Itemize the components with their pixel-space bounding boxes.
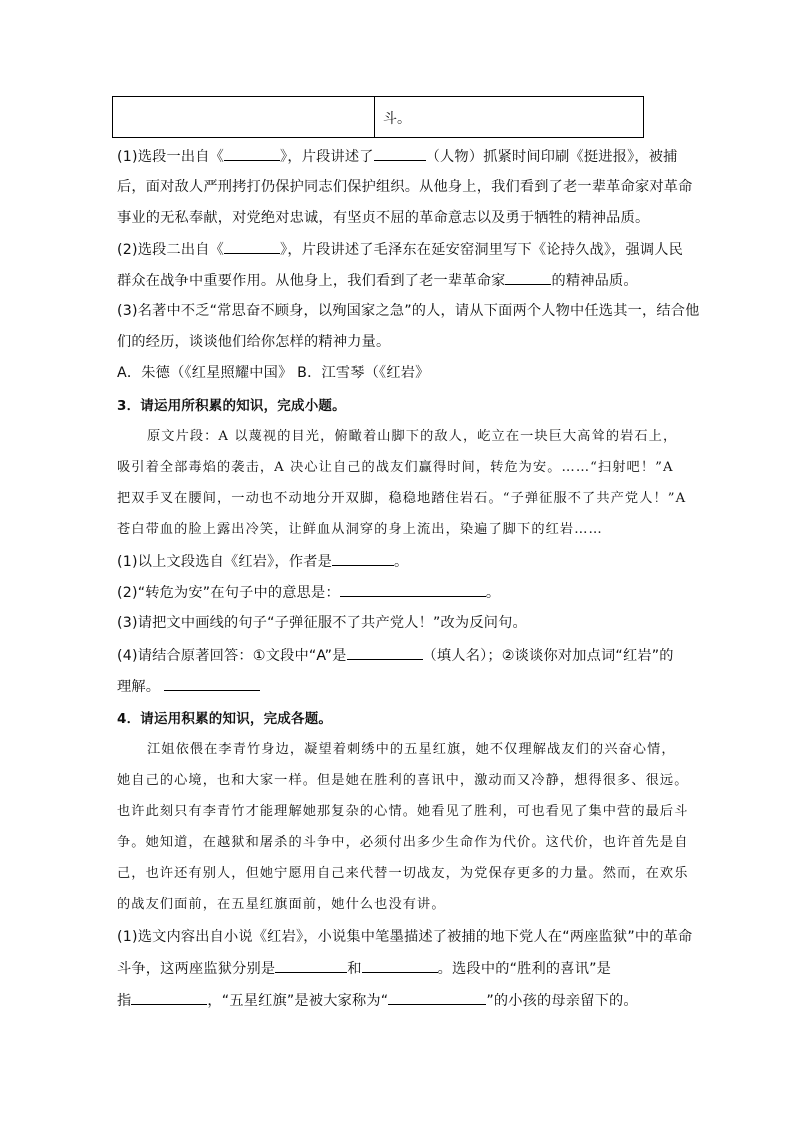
answer-blank[interactable] — [164, 676, 260, 691]
answer-blank[interactable] — [505, 270, 551, 285]
q2-sub3-line2: 们的经历，谈谈他们给你怎样的精神力量。 — [117, 334, 391, 350]
q4-heading: 4．请运用积累的知识，完成各题。 — [117, 711, 333, 727]
q3-original-line4: 苍白带血的脸上露出冷笑，让鲜血从洞穿的身上流出，染遍了脚下的红岩…… — [117, 522, 603, 537]
q3-sub1: (1)以上文段选自《红岩》，作者是 。 — [117, 551, 677, 572]
answer-blank[interactable] — [224, 146, 280, 161]
q3-sub4-line1: (4)请结合原著回答：①文段中“A”是 （填人名）；②谈谈你对加点词“红岩”的 — [117, 645, 677, 666]
q2-sub2-line1: (2)选段二出自《 》，片段讲述了毛泽东在延安窑洞里写下《论持久战》，强调人民 — [117, 239, 677, 260]
q3-heading: 3．请运用所积累的知识，完成小题。 — [117, 398, 346, 414]
q3-original-line2: 吸引着全部毒焰的袭击，A 决心让自己的战友们赢得时间，转危为安。……“扫射吧！”A — [117, 460, 674, 475]
q4-passage-line3: 也许此刻只有李青竹才能理解她那复杂的心情。她看见了胜利，可也看见了集中营的最后斗 — [117, 804, 689, 819]
q4-sub1-line2: 斗争，这两座监狱分别是 和 。选段中的“胜利的喜讯”是 — [117, 958, 677, 979]
table-cell-left — [113, 97, 375, 137]
q4-sub1-line3: 指 ，“五星红旗”是被大家称为“ ”的小孩的母亲留下的。 — [117, 990, 677, 1011]
q4-passage-line1: 江姐依偎在李青竹身边，凝望着刺绣中的五星红旗，她不仅理解战友们的兴奋心情， — [147, 742, 676, 757]
q3-sub3: (3)请把文中画线的句子“子弹征服不了共产党人！”改为反问句。 — [117, 615, 527, 631]
answer-blank[interactable] — [131, 990, 207, 1005]
answer-blank[interactable] — [374, 146, 426, 161]
q2-sub1-line1: (1)选段一出自《 》，片段讲述了 （人物）抓紧时间印刷《挺进报》，被捕 — [117, 146, 677, 167]
answer-blank[interactable] — [224, 239, 280, 254]
q2-sub1-line2: 后，面对敌人严刑拷打仍保护同志们保护组织。从他身上，我们看到了老一辈革命家对革命 — [117, 179, 693, 195]
q4-passage-line4: 争。她知道，在越狱和屠杀的斗争中，必须付出多少生命作为代价。这代价，也许首先是自 — [117, 835, 689, 850]
answer-blank[interactable] — [362, 958, 438, 973]
q3-original-line1: 原文片段：A 以蔑视的目光，俯瞰着山脚下的敌人，屹立在一块巨大高耸的岩石上， — [147, 429, 678, 444]
q3-sub2: (2)“转危为安”在句子中的意思是： 。 — [117, 582, 677, 603]
answer-blank[interactable] — [332, 551, 394, 566]
table-cell-right: 斗。 — [383, 111, 411, 127]
answer-blank[interactable] — [340, 582, 486, 597]
q2-options: A．朱德（《红星照耀中国》 B．江雪琴（《红岩》 — [117, 365, 430, 381]
answer-table-fragment — [112, 96, 644, 138]
q3-sub4-line2: 理解。 — [117, 676, 677, 697]
q4-passage-line2: 她自己的心境，也和大家一样。但是她在胜利的喜讯中，激动而又冷静，想得很多、很远。 — [117, 773, 689, 788]
answer-blank[interactable] — [388, 990, 486, 1005]
q4-sub1-line1: (1)选文内容出自小说《红岩》，小说集中笔墨描述了被捕的地下党人在“两座监狱”中的革命 — [117, 929, 693, 945]
q3-original-line3: 把双手叉在腰间，一动也不动地分开双脚，稳稳地踏住岩石。“子弹征服不了共产党人！”A — [117, 491, 687, 506]
q2-sub2-line2: 群众在战争中重要作用。从他身上，我们看到了老一辈革命家 的精神品质。 — [117, 270, 677, 291]
q4-passage-line5: 己，也许还有别人，但她宁愿用自己来代替一切战友，为党保存更多的力量。然而，在欢乐 — [117, 866, 689, 881]
answer-blank[interactable] — [347, 645, 423, 660]
q2-sub3-line1: (3)名著中不乏“常思奋不顾身，以殉国家之急”的人，请从下面两个人物中任选其一，结合他 — [117, 303, 700, 319]
q2-sub1-line3: 事业的无私奉献，对党绝对忠诚，有坚贞不屈的革命意志以及勇于牺牲的精神品质。 — [117, 210, 650, 226]
q4-passage-line6: 的战友们面前，在五星红旗面前，她什么也没有讲。 — [117, 897, 446, 912]
answer-blank[interactable] — [275, 958, 347, 973]
